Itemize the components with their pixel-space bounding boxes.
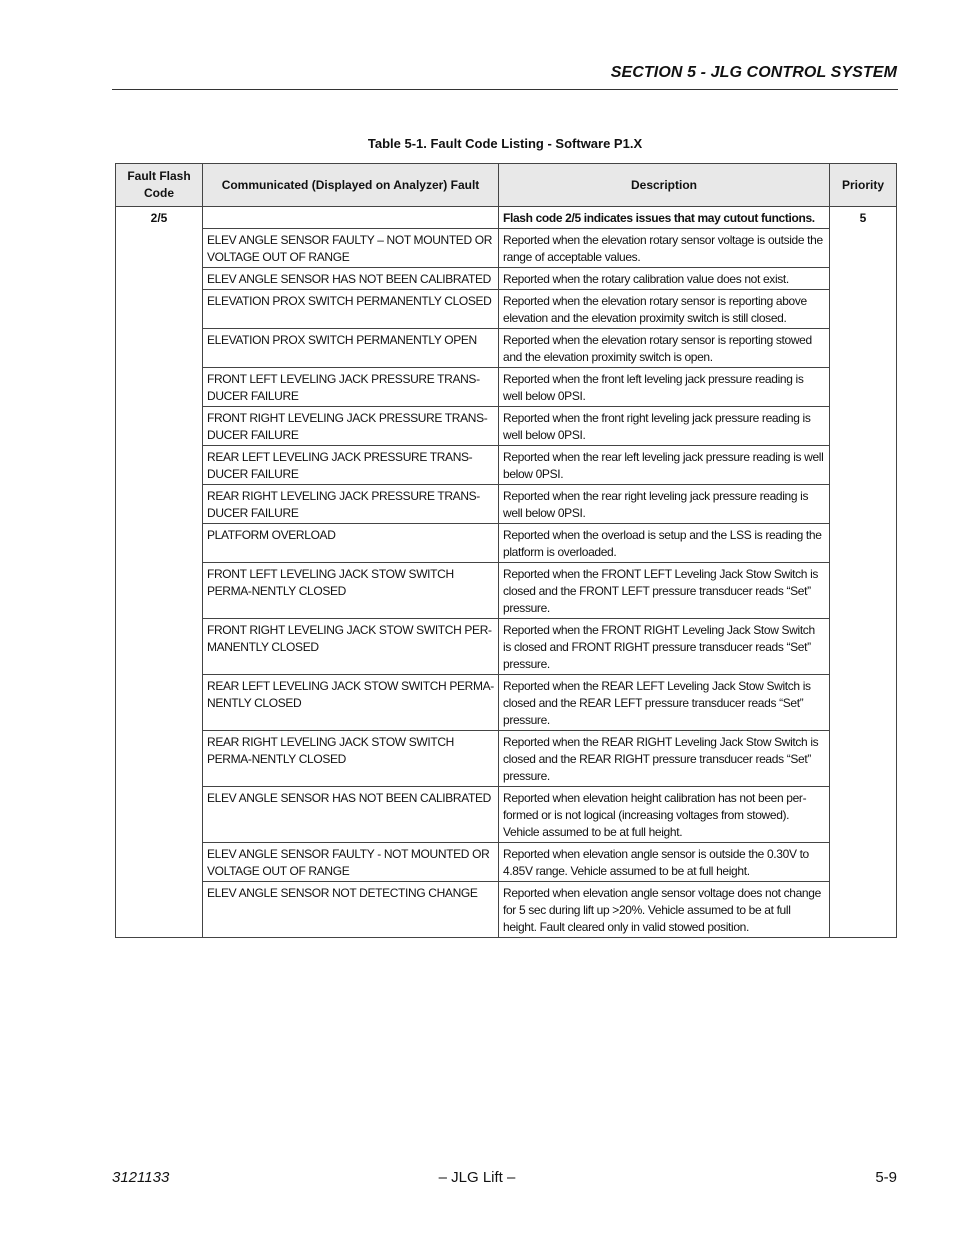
priority-cell: 5 bbox=[830, 207, 897, 938]
table-row bbox=[116, 731, 897, 787]
column-header-fault: Communicated (Displayed on Analyzer) Fault bbox=[203, 164, 499, 207]
fault-cell: ELEV ANGLE SENSOR HAS NOT BEEN CALIBRATED bbox=[203, 268, 499, 290]
description-cell: Reported when elevation height calibration has not been per-formed or is not logical (increasing voltages from stowed). Vehicle assumed to be at full height. bbox=[499, 787, 830, 843]
table-row bbox=[116, 675, 897, 731]
fault-cell: REAR LEFT LEVELING JACK STOW SWITCH PERMA-NENTLY CLOSED bbox=[203, 675, 499, 731]
column-header-flash-code: Fault Flash Code bbox=[116, 164, 203, 207]
description-cell: Reported when the REAR RIGHT Leveling Jack Stow Switch is closed and the REAR RIGHT pressure transducer reads “Set” pressure. bbox=[499, 731, 830, 787]
fault-cell: PLATFORM OVERLOAD bbox=[203, 524, 499, 563]
fault-cell: ELEV ANGLE SENSOR FAULTY – NOT MOUNTED OR VOLTAGE OUT OF RANGE bbox=[203, 229, 499, 268]
description-cell: Reported when the rear left leveling jack pressure reading is well below 0PSI. bbox=[499, 446, 830, 485]
fault-cell: ELEV ANGLE SENSOR FAULTY - NOT MOUNTED OR VOLTAGE OUT OF RANGE bbox=[203, 843, 499, 882]
description-cell: Reported when the elevation rotary sensor is reporting above elevation and the elevation proximity switch is still closed. bbox=[499, 290, 830, 329]
fault-cell: ELEVATION PROX SWITCH PERMANENTLY CLOSED bbox=[203, 290, 499, 329]
table-row bbox=[116, 329, 897, 368]
description-cell: Reported when the front right leveling jack pressure reading is well below 0PSI. bbox=[499, 407, 830, 446]
table-row bbox=[116, 843, 897, 882]
header-divider bbox=[112, 89, 898, 90]
description-cell: Reported when the overload is setup and the LSS is reading the platform is overloaded. bbox=[499, 524, 830, 563]
fault-cell: ELEV ANGLE SENSOR HAS NOT BEEN CALIBRATED bbox=[203, 787, 499, 843]
table-row bbox=[116, 290, 897, 329]
description-cell: Reported when the front left leveling jack pressure reading is well below 0PSI. bbox=[499, 368, 830, 407]
description-cell: Flash code 2/5 indicates issues that may cutout functions. bbox=[499, 207, 830, 229]
description-cell: Reported when the rotary calibration value does not exist. bbox=[499, 268, 830, 290]
description-cell: Reported when elevation angle sensor is outside the 0.30V to 4.85V range. Vehicle assumed to be at full height. bbox=[499, 843, 830, 882]
description-cell: Reported when the elevation rotary sensor is reporting stowed and the elevation proximity switch is open. bbox=[499, 329, 830, 368]
fault-cell bbox=[203, 207, 499, 229]
table-row bbox=[116, 524, 897, 563]
description-cell: Reported when the REAR LEFT Leveling Jack Stow Switch is closed and the REAR LEFT pressure transducer reads “Set” pressure. bbox=[499, 675, 830, 731]
fault-cell: FRONT RIGHT LEVELING JACK STOW SWITCH PER-MANENTLY CLOSED bbox=[203, 619, 499, 675]
footer-brand: – JLG Lift – bbox=[438, 1169, 516, 1186]
fault-cell: FRONT LEFT LEVELING JACK PRESSURE TRANS-DUCER FAILURE bbox=[203, 368, 499, 407]
footer-doc-number: 3121133 bbox=[112, 1169, 170, 1186]
table-row bbox=[116, 563, 897, 619]
column-header-description: Description bbox=[499, 164, 830, 207]
table-row bbox=[116, 207, 897, 229]
table-row bbox=[116, 446, 897, 485]
fault-code-table bbox=[115, 163, 897, 938]
column-header-priority: Priority bbox=[830, 164, 897, 207]
table-header-row bbox=[116, 164, 897, 207]
fault-cell: REAR RIGHT LEVELING JACK PRESSURE TRANS-DUCER FAILURE bbox=[203, 485, 499, 524]
table-row bbox=[116, 407, 897, 446]
table-row bbox=[116, 368, 897, 407]
table-row bbox=[116, 619, 897, 675]
fault-cell: FRONT RIGHT LEVELING JACK PRESSURE TRANS-DUCER FAILURE bbox=[203, 407, 499, 446]
description-cell: Reported when the rear right leveling jack pressure reading is well below 0PSI. bbox=[499, 485, 830, 524]
description-cell: Reported when the FRONT RIGHT Leveling Jack Stow Switch is closed and FRONT RIGHT pressure transducer reads “Set” pressure. bbox=[499, 619, 830, 675]
fault-cell: ELEVATION PROX SWITCH PERMANENTLY OPEN bbox=[203, 329, 499, 368]
fault-cell: FRONT LEFT LEVELING JACK STOW SWITCH PERMA-NENTLY CLOSED bbox=[203, 563, 499, 619]
table-row bbox=[116, 485, 897, 524]
table-caption: Table 5-1. Fault Code Listing - Software P1.X bbox=[367, 136, 643, 151]
table-row bbox=[116, 229, 897, 268]
flash-code-cell: 2/5 bbox=[116, 207, 203, 938]
section-title: SECTION 5 - JLG CONTROL SYSTEM bbox=[610, 64, 897, 81]
table-row bbox=[116, 268, 897, 290]
table-body bbox=[116, 207, 897, 938]
fault-cell: ELEV ANGLE SENSOR NOT DETECTING CHANGE bbox=[203, 882, 499, 938]
description-cell: Reported when the FRONT LEFT Leveling Jack Stow Switch is closed and the FRONT LEFT pressure transducer reads “Set” pressure. bbox=[499, 563, 830, 619]
fault-cell: REAR LEFT LEVELING JACK PRESSURE TRANS-DUCER FAILURE bbox=[203, 446, 499, 485]
table-row bbox=[116, 882, 897, 938]
footer-page-number: 5-9 bbox=[875, 1169, 897, 1186]
fault-cell: REAR RIGHT LEVELING JACK STOW SWITCH PERMA-NENTLY CLOSED bbox=[203, 731, 499, 787]
table-row bbox=[116, 787, 897, 843]
description-cell: Reported when the elevation rotary sensor voltage is outside the range of acceptable values. bbox=[499, 229, 830, 268]
description-cell: Reported when elevation angle sensor voltage does not change for 5 sec during lift up >20%. Vehicle assumed to be at full height. Fault cleared only in valid stowed position. bbox=[499, 882, 830, 938]
